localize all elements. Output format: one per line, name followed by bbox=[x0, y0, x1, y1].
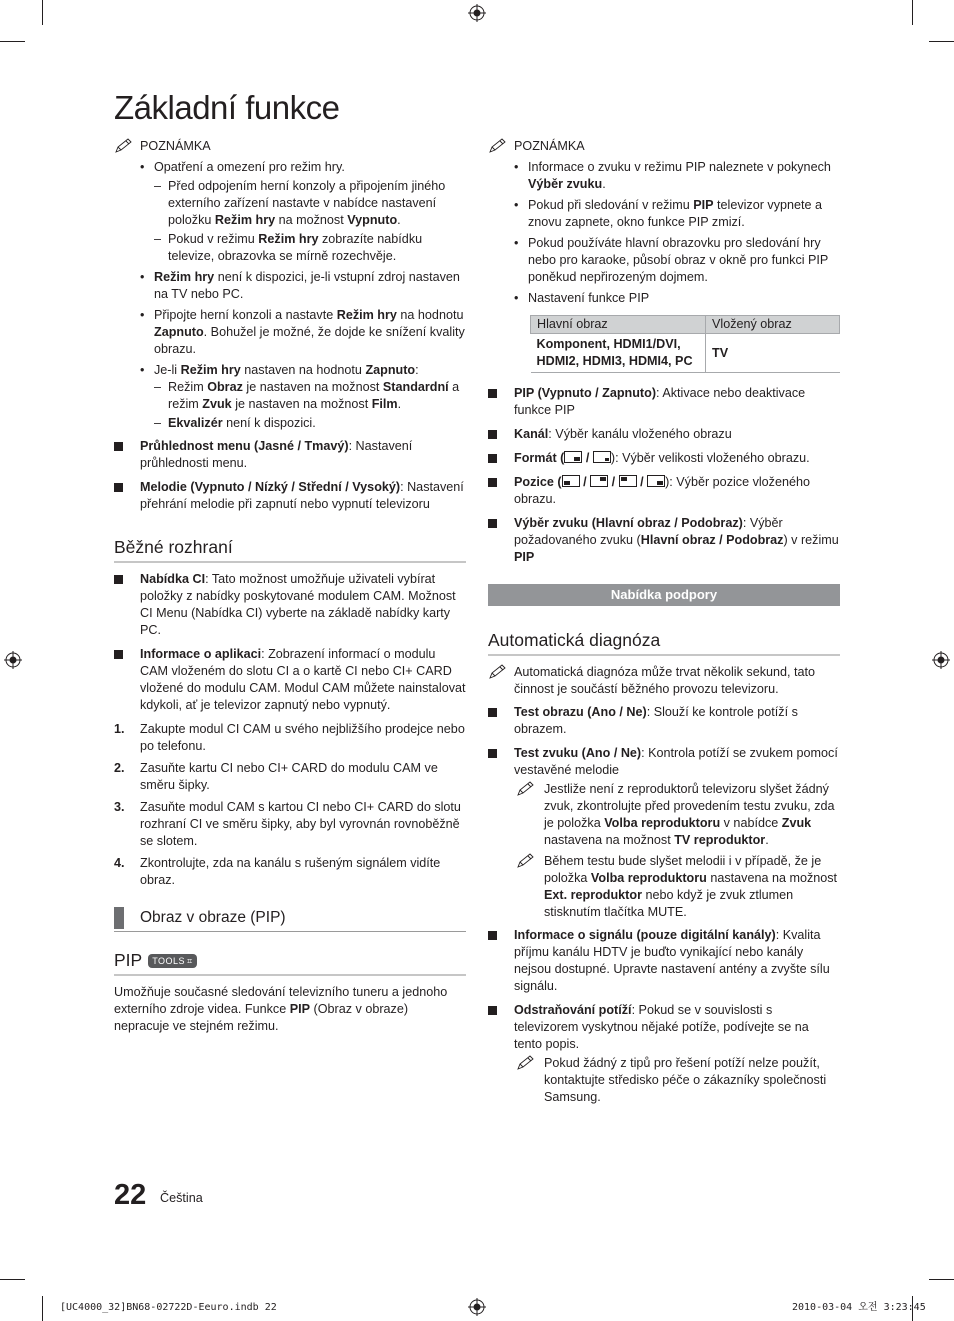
pencil-note-icon bbox=[516, 1055, 536, 1071]
list-item: – Režim Obraz je nastaven na možnost Standardní a režim Zvuk je nastaven na možnost Film. bbox=[168, 379, 466, 413]
print-slug-file: [UC4000_32]BN68-02722D-Eeuro.indb 22 bbox=[60, 1302, 277, 1313]
menu-option: Pozice ( / / / ): Výběr pozice vloženého obrazu. bbox=[488, 474, 840, 508]
crop-mark bbox=[42, 0, 43, 25]
square-bullet-icon bbox=[488, 478, 497, 487]
print-slug-datetime: 2010-03-04 오전 3:23:45 bbox=[792, 1302, 926, 1313]
pencil-note-icon bbox=[516, 853, 536, 869]
section-heading: Běžné rozhraní bbox=[114, 535, 466, 563]
square-bullet-icon bbox=[114, 442, 123, 451]
table-header: Vložený obraz bbox=[706, 316, 840, 334]
registration-mark-icon bbox=[932, 651, 950, 669]
pip-heading: PIP TOOLS ⌗ bbox=[114, 948, 466, 976]
square-bullet-icon bbox=[114, 575, 123, 584]
list-item: – Ekvalizér není k dispozici. bbox=[168, 415, 466, 432]
pencil-note-icon bbox=[114, 138, 134, 154]
crop-mark bbox=[0, 1279, 25, 1280]
menu-option: Průhlednost menu (Jasné / Tmavý): Nastavení průhlednosti menu. bbox=[114, 438, 466, 472]
bullet-text: Opatření a omezení pro režim hry. bbox=[154, 160, 345, 174]
menu-option: PIP (Vypnuto / Zapnuto): Aktivace nebo deaktivace funkce PIP bbox=[488, 385, 840, 419]
section-heading: Automatická diagnóza bbox=[488, 628, 840, 656]
page-language: Čeština bbox=[160, 1191, 203, 1205]
square-bullet-icon bbox=[488, 1006, 497, 1015]
menu-option: Formát ( / ): Výběr velikosti vloženého obrazu. bbox=[488, 450, 840, 467]
list-item: • Je-li Režim hry nastaven na hodnotu Zapnuto: – Režim Obraz je nastaven na možnost Standardní a režim Zvuk je nastaven na možnost Film. – Ekvalizér není k dispozici. bbox=[154, 362, 466, 432]
pip-size-large-icon bbox=[564, 451, 582, 463]
square-bullet-icon bbox=[488, 519, 497, 528]
menu-option: Kanál: Výběr kanálu vloženého obrazu bbox=[488, 426, 840, 443]
crop-mark bbox=[929, 41, 954, 42]
menu-option: Test zvuku (Ano / Ne): Kontrola potíží se zvukem pomocí vestavěné melodie bbox=[488, 745, 840, 779]
step-item: 1. Zakupte modul CI CAM u svého nejbližšího prodejce nebo po telefonu. bbox=[114, 722, 465, 753]
pip-settings-table bbox=[530, 315, 840, 373]
pip-description: Umožňuje současné sledování televizního tuneru a jednoho externího zdroje videa. Funkce PIP (Obraz v obraze) nepracuje ve stejném režimu. bbox=[114, 985, 448, 1033]
pip-position-bottom-right-icon bbox=[647, 475, 665, 487]
right-column bbox=[488, 134, 840, 1110]
registration-mark-icon bbox=[468, 1298, 486, 1316]
menu-option: Odstraňování potíží: Pokud se v souvislosti s televizorem vyskytnou nějaké potíže, podívejte se na tento popis. bbox=[488, 1002, 840, 1053]
crop-mark bbox=[929, 1279, 954, 1280]
list-item: • Režim hry není k dispozici, je-li vstupní zdroj nastaven na TV nebo PC. bbox=[154, 269, 466, 303]
note-bullet-list bbox=[114, 159, 466, 432]
list-item: • Pokud při sledování v režimu PIP televizor vypnete a znovu zapnete, okno funkce PIP zmizí. bbox=[528, 197, 840, 231]
list-item: – Pokud v režimu Režim hry zobrazíte nabídku televize, obrazovka se mírně rozechvěje. bbox=[168, 231, 466, 265]
square-bullet-icon bbox=[488, 749, 497, 758]
page-title: Základní funkce bbox=[114, 89, 340, 126]
page-number: 22 bbox=[114, 1179, 147, 1211]
menu-option: Test obrazu (Ano / Ne): Slouží ke kontrole potíží s obrazem. bbox=[488, 704, 840, 738]
list-item: • Informace o zvuku v režimu PIP naleznete v pokynech Výběr zvuku. bbox=[528, 159, 840, 193]
step-item: 2. Zasuňte kartu CI nebo CI+ CARD do modulu CAM ve směru šipky. bbox=[114, 761, 438, 792]
step-item: 3. Zasuňte modul CAM s kartou CI nebo CI+ CARD do slotu rozhraní CI ve směru šipky, aby byl vyrovnán rovnoběžně se slotem. bbox=[114, 800, 461, 848]
square-bullet-icon bbox=[114, 483, 123, 492]
list-item: • Připojte herní konzoli a nastavte Režim hry na hodnotu Zapnuto. Bohužel je možné, že dojde ke snížení kvality obrazu. bbox=[154, 307, 466, 358]
list-item: • Nastavení funkce PIP bbox=[528, 290, 840, 307]
note-bullet-list bbox=[488, 159, 840, 307]
support-menu-banner: Nabídka podpory bbox=[488, 584, 840, 606]
list-item: – Před odpojením herní konzoly a připojením jiného externího zařízení nastavte v nabídce nastavení položku Režim hry na možnost Vypnuto. bbox=[168, 178, 466, 229]
menu-option: Nabídka CI: Tato možnost umožňuje uživateli vybírat položky z nabídky poskytované modulem CAM. Možnost CI Menu (Nabídka CI) vyberte na základě nabídky karty PC. bbox=[114, 571, 466, 639]
subsection-heading: Obraz v obraze (PIP) bbox=[114, 907, 466, 932]
square-bullet-icon bbox=[488, 389, 497, 398]
note: Automatická diagnóza může trvat několik sekund, tato činnost je součástí běžného provozu televizoru. bbox=[488, 664, 840, 698]
table-cell: TV bbox=[706, 334, 840, 373]
dash-list bbox=[154, 178, 466, 265]
menu-option: Informace o signálu (pouze digitální kanály): Kvalita příjmu kanálu HDTV je buďto vynikající nebo kanály nejsou dostupné. Upravte nastavení antény a zvyšte sílu signálu. bbox=[488, 927, 840, 995]
tools-icon: ⌗ bbox=[187, 956, 193, 966]
pencil-note-icon bbox=[488, 664, 508, 680]
square-bullet-icon bbox=[488, 430, 497, 439]
step-item: 4. Zkontrolujte, zda na kanálu s rušeným signálem vidíte obraz. bbox=[114, 856, 441, 887]
heading-bar bbox=[114, 907, 124, 929]
square-bullet-icon bbox=[488, 708, 497, 717]
pencil-note-icon bbox=[516, 781, 536, 797]
menu-option: Informace o aplikaci: Zobrazení informací o modulu CAM vloženém do slotu CI a o kartě CI nebo CI+ CARD vložené do modulu CAM. Modul CAM můžete nainstalovat kdykoli, ať je televizor zapnutý nebo vypnutý. bbox=[114, 646, 466, 714]
menu-option: Melodie (Vypnuto / Nízký / Střední / Vysoký): Nastavení přehrání melodie při zapnutí nebo vypnutí televizoru bbox=[114, 479, 466, 513]
note: Pokud žádný z tipů pro řešení potíží nelze použít, kontaktujte středisko péče o zákazníky společnosti Samsung. bbox=[514, 1055, 840, 1106]
registration-mark-icon bbox=[4, 651, 22, 669]
dash-list bbox=[154, 379, 466, 432]
crop-mark bbox=[42, 1296, 43, 1321]
square-bullet-icon bbox=[488, 454, 497, 463]
menu-option: Výběr zvuku (Hlavní obraz / Podobraz): Výběr požadovaného zvuku (Hlavní obraz / Podobraz) v režimu PIP bbox=[488, 515, 840, 566]
registration-mark-icon bbox=[468, 4, 486, 22]
note-heading bbox=[488, 138, 840, 155]
square-bullet-icon bbox=[488, 931, 497, 940]
list-item: • Pokud používáte hlavní obrazovku pro sledování hry nebo pro karaoke, působí obraz v okně pro funkci PIP poněkud nepřirozeným dojmem. bbox=[528, 235, 840, 286]
pencil-note-icon bbox=[488, 138, 508, 154]
crop-mark bbox=[0, 41, 25, 42]
tools-badge: TOOLS ⌗ bbox=[148, 954, 196, 968]
pip-position-bottom-left-icon bbox=[562, 475, 580, 487]
note-label: POZNÁMKA bbox=[514, 139, 585, 153]
table-header: Hlavní obraz bbox=[531, 316, 706, 334]
left-column bbox=[114, 134, 466, 1041]
pip-size-small-icon bbox=[593, 451, 611, 463]
note-heading bbox=[114, 138, 466, 155]
pip-position-top-right-icon bbox=[590, 475, 608, 487]
note-label: POZNÁMKA bbox=[140, 139, 211, 153]
note: Jestliže není z reproduktorů televizoru slyšet žádný zvuk, zkontrolujte před provedením testu zvuku, zda je položka Volba reproduktoru v nabídce Zvuk nastavena na možnost TV reproduktor. bbox=[514, 781, 840, 849]
list-item bbox=[154, 159, 466, 265]
square-bullet-icon bbox=[114, 650, 123, 659]
crop-mark bbox=[912, 0, 913, 25]
note: Během testu bude slyšet melodii i v případě, že je položka Volba reproduktoru nastavena na možnost Ext. reproduktor nebo když je zvuk ztlumen stisknutím tlačítka MUTE. bbox=[514, 853, 840, 921]
table-cell: Komponent, HDMI1/DVI, HDMI2, HDMI3, HDMI4, PC bbox=[531, 334, 706, 373]
pip-position-top-left-icon bbox=[619, 475, 637, 487]
